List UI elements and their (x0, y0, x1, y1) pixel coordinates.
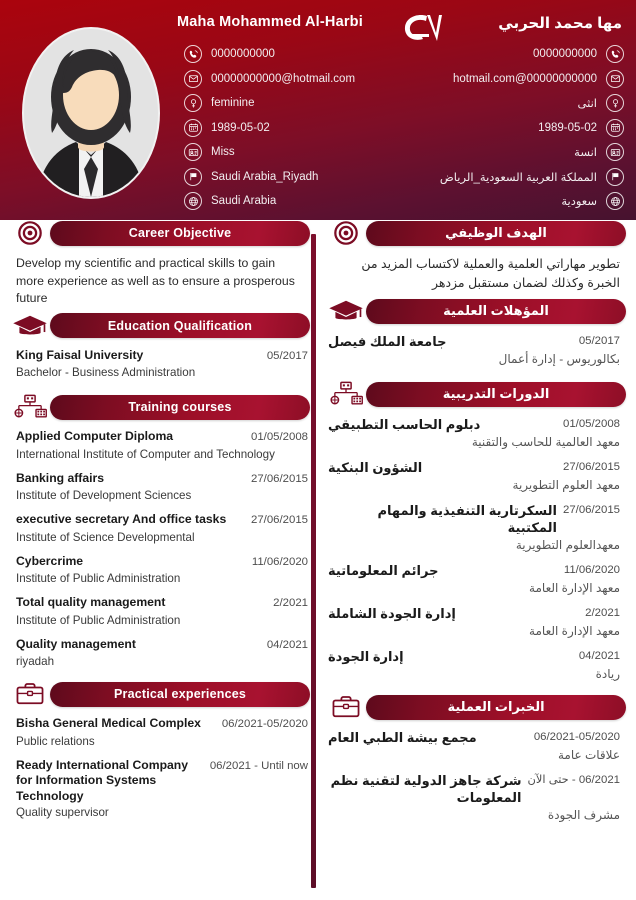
entry-subtitle: معهد العالمية للحاسب والتقنية (471, 435, 620, 449)
entry-title: Banking affairs (16, 470, 105, 485)
column-english (10, 220, 310, 820)
section-title-experience: Practical experiences (50, 682, 310, 707)
entry-subtitle: معهد الإدارة العامة (529, 581, 620, 595)
calendar-icon (606, 119, 624, 137)
contact-value: انسة (574, 147, 597, 160)
entry-date: 2/2021 (585, 607, 620, 619)
section-title-training: الدورات التدريبية (366, 382, 626, 407)
section-title-objective: Career Objective (50, 221, 310, 246)
entry-item (328, 605, 620, 639)
contact-list-arabic (440, 42, 624, 214)
entry-header (16, 554, 308, 571)
entry-date: 06/2021-05/2020 (221, 718, 308, 730)
entry-item (16, 554, 308, 587)
entry-header (16, 429, 308, 446)
entry-date: 06/2021 - Until now (209, 759, 308, 772)
briefcase-icon (326, 693, 366, 721)
entry-date: 11/06/2020 (251, 555, 308, 568)
contact-value: سعودية (561, 196, 597, 209)
contact-value: 1989-05-02 (211, 121, 270, 134)
entry-item (328, 729, 620, 763)
entry-title: إدارة الجودة (328, 649, 404, 664)
contact-row (184, 116, 355, 141)
contact-value: Saudi Arabia (211, 195, 277, 208)
section-title-experience: الخبرات العملية (366, 695, 626, 720)
entry-item (328, 416, 620, 450)
entry-title: شركة جاهز الدولية لتقنية نظم المعلومات (330, 773, 522, 805)
envelope-icon (606, 70, 624, 88)
entry-header (328, 729, 620, 746)
entry-header (16, 637, 308, 654)
entry-subtitle: Public relations (16, 734, 95, 748)
contact-row (440, 91, 624, 116)
contact-row (184, 42, 355, 67)
entry-header (16, 716, 308, 733)
entry-item (328, 333, 620, 367)
entry-subtitle: مشرف الجودة (547, 808, 620, 822)
entry-item (328, 459, 620, 493)
entry-item (16, 348, 308, 381)
objective-text: تطوير مهاراتي العلمية والعملية لاكتساب المزيد من الخبرة وكذلك لضمان مستقبل مزدهر (361, 257, 620, 290)
contact-list-english (184, 42, 355, 214)
section-title-objective: الهدف الوظيفي (366, 221, 626, 246)
contact-row (440, 140, 624, 165)
watermark-icon (380, 838, 630, 898)
id-card-icon (606, 143, 624, 161)
entry-header (328, 459, 620, 476)
contact-value: انثى (577, 98, 597, 111)
entry-title: الشؤون البنكية (328, 460, 423, 475)
entry-header (328, 333, 620, 350)
graduation-cap-icon (326, 297, 366, 325)
entry-item (16, 637, 308, 670)
calendar-icon (184, 119, 202, 137)
entry-date: 06/2021 - حتى الآن (527, 774, 620, 786)
entry-header (16, 348, 308, 365)
contact-value: Saudi Arabia_Riyadh (211, 170, 319, 183)
entry-header (328, 502, 620, 536)
graduation-cap-icon (10, 312, 50, 340)
entry-item (16, 758, 308, 821)
envelope-icon (184, 70, 202, 88)
entry-title: إدارة الجودة الشاملة (328, 606, 456, 621)
contact-value: 0000000000 (533, 48, 597, 61)
entry-subtitle: International Institute of Computer and Technology (16, 447, 275, 461)
avatar (22, 27, 156, 195)
entry-date: 05/2017 (578, 335, 620, 347)
section-header-experience (10, 681, 310, 707)
entry-header (328, 648, 620, 665)
section-header-objective (10, 220, 310, 246)
entry-date: 04/2021 (266, 638, 308, 651)
entry-subtitle: بكالوريوس - إدارة أعمال (498, 352, 620, 366)
entry-header (16, 758, 308, 805)
contact-value: 1989-05-02 (538, 121, 597, 134)
cv-body (0, 220, 636, 900)
contact-row (184, 91, 355, 116)
section-title-training: Training courses (50, 395, 310, 420)
objective-text: Develop my scientific and practical skills to gain more experience as well as to ensure a prosperous future (16, 256, 295, 305)
contact-row (440, 116, 624, 141)
section-header-education (326, 298, 626, 324)
contact-row (184, 189, 355, 214)
entry-title: السكرتارية التنفيذية والمهام المكتبية (377, 503, 557, 535)
entry-date: 04/2021 (578, 650, 620, 662)
entry-title: جامعة الملك فيصل (328, 334, 447, 349)
entry-header (16, 471, 308, 488)
entry-subtitle: Institute of Public Administration (16, 613, 181, 627)
entry-item (328, 562, 620, 596)
contact-row (440, 165, 624, 190)
contact-row (440, 67, 624, 92)
entry-item (16, 716, 308, 749)
contact-value: Miss (211, 146, 235, 159)
entry-date: 27/06/2015 (562, 504, 620, 516)
entry-item (16, 595, 308, 628)
entry-title: Ready International Company for Information Systems Technology (16, 757, 189, 803)
entry-title: Bisha General Medical Complex (16, 716, 201, 730)
phone-icon (184, 45, 202, 63)
section-title-education: المؤهلات العلمية (366, 299, 626, 324)
contact-row (440, 42, 624, 67)
entry-subtitle: معهد الإدارة العامة (529, 624, 620, 638)
entry-item (16, 429, 308, 462)
entry-subtitle: علاقات عامة (557, 748, 620, 762)
contact-value: 00000000000@hotmail.com (211, 72, 356, 85)
entry-subtitle: Bachelor - Business Administration (16, 366, 196, 379)
entry-title: Cybercrime (16, 553, 84, 568)
entry-header (328, 772, 620, 806)
contact-row (184, 140, 355, 165)
contact-row (440, 189, 624, 214)
phone-icon (606, 45, 624, 63)
entry-item (328, 502, 620, 553)
entry-title: Applied Computer Diploma (16, 429, 174, 443)
section-header-training (326, 381, 626, 407)
entry-date: 06/2021-05/2020 (533, 731, 620, 743)
globe-icon (184, 192, 202, 210)
entry-item (328, 772, 620, 823)
cv-header (0, 0, 636, 220)
entry-title: جرائم المعلوماتية (328, 563, 439, 578)
entry-date: 11/06/2020 (563, 564, 620, 576)
entry-subtitle: Institute of Public Administration (16, 572, 181, 585)
gender-icon (606, 94, 624, 112)
target-icon (10, 219, 50, 247)
entry-subtitle: Institute of Development Sciences (16, 489, 192, 502)
entry-subtitle: معهد العلوم التطويرية (512, 478, 620, 492)
entry-item (16, 512, 308, 545)
section-title-education: Education Qualification (50, 313, 310, 338)
name-english: Maha Mohammed Al-Harbi (177, 14, 363, 30)
target-icon (326, 219, 366, 247)
entry-header (328, 416, 620, 433)
contact-value: feminine (211, 97, 255, 110)
contact-row (184, 165, 355, 190)
section-header-education (10, 313, 310, 339)
contact-value: 00000000000@hotmail.com (452, 72, 597, 85)
entry-date: 27/06/2015 (250, 472, 308, 485)
entry-subtitle: معهدالعلوم التطويرية (515, 538, 620, 552)
contact-value: 0000000000 (211, 48, 275, 61)
column-arabic (326, 220, 626, 823)
entry-date: 01/05/2008 (562, 418, 620, 430)
contact-value: المملكة العربية السعودية_الرياض (439, 171, 597, 184)
avatar-illustration (24, 29, 158, 197)
entry-title: King Faisal University (16, 347, 144, 362)
entry-item (16, 471, 308, 504)
entry-header (328, 562, 620, 579)
entry-date: 05/2017 (266, 349, 308, 362)
entry-subtitle: ريادة (595, 667, 620, 681)
entry-subtitle: Institute of Science Developmental (16, 530, 195, 544)
entry-title: Total quality management (16, 595, 166, 609)
gender-icon (184, 94, 202, 112)
entry-subtitle: Quality supervisor (16, 806, 109, 819)
entry-title: executive secretary And office tasks (16, 512, 227, 526)
entry-item (328, 648, 620, 682)
id-card-icon (184, 143, 202, 161)
entry-header (328, 605, 620, 622)
globe-icon (606, 192, 624, 210)
entry-title: دبلوم الحاسب التطبيقي (328, 417, 481, 432)
briefcase-icon (10, 680, 50, 708)
entry-header (16, 595, 308, 612)
entry-date: 27/06/2015 (562, 461, 620, 473)
avatar-circle (22, 27, 160, 199)
flag-icon (184, 168, 202, 186)
cv-logo-icon (396, 10, 452, 46)
center-divider (311, 234, 316, 888)
entry-header (16, 512, 308, 529)
section-header-experience (326, 694, 626, 720)
name-arabic: مها محمد الحربي (498, 15, 622, 32)
entry-date: 01/05/2008 (250, 431, 308, 443)
entry-date: 2/2021 (273, 597, 308, 609)
entry-subtitle: riyadah (16, 655, 55, 668)
flag-icon (606, 168, 624, 186)
contact-row (184, 67, 355, 92)
entry-date: 27/06/2015 (250, 514, 308, 526)
network-icon (10, 393, 50, 421)
entry-title: Quality management (16, 636, 136, 651)
section-header-training (10, 394, 310, 420)
network-icon (326, 380, 366, 408)
entry-title: مجمع بيشة الطبي العام (328, 730, 477, 745)
section-header-objective (326, 220, 626, 246)
